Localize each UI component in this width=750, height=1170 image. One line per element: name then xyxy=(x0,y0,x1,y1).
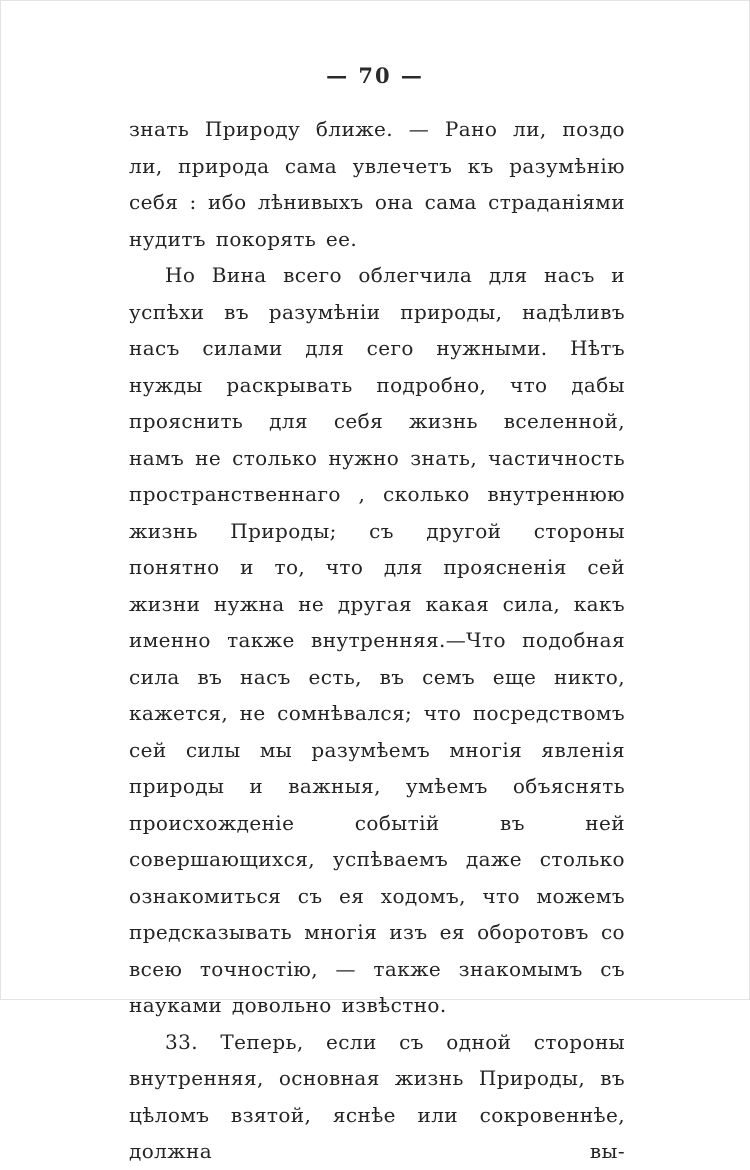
page-number: — 70 — xyxy=(326,63,424,88)
page-text-block xyxy=(129,111,625,1170)
paragraph-section-33: 33. Теперь, если съ одной стороны внутренняя, основная жизнь Природы, въ цѣломъ взятой, яснѣе или сокровеннѣе, должна вы- xyxy=(129,1029,625,1163)
paragraph-body: Но Вина всего облегчила для насъ и успѣхи въ разумѣніи природы, надѣливъ насъ силами для сего нужными. Нѣтъ нужды раскрывать подробно, что дабы прояснить для себя жизнь вселенной, намъ не столько нужно знать, частичность пространственнаго , сколько внутреннюю жизнь Природы; съ другой стороны понятно и то, что для проясненія сей жизни нужна не другая какая сила, какъ именно также внутренняя.—Что подобная сила въ насъ есть, въ семъ еще никто, кажется, не сомнѣвался; что посредствомъ сей силы мы разумѣемъ многія явленія природы и важныя, умѣемъ объяснять происхожденіе событій въ ней совершающихся, успѣваемъ даже столько ознакомиться съ ея ходомъ, что можемъ предсказывать многія изъ ея оборотовъ со всею точностію, — также знакомымъ съ науками довольно извѣстно. xyxy=(129,263,625,1017)
paragraph-continuation: знать Природу ближе. — Рано ли, поздо ли, природа сама увлечетъ къ разумѣнію себя : ибо лѣнивыхъ она сама страданіями нудитъ покорять ее. xyxy=(129,117,625,251)
page-header xyxy=(1,63,749,88)
